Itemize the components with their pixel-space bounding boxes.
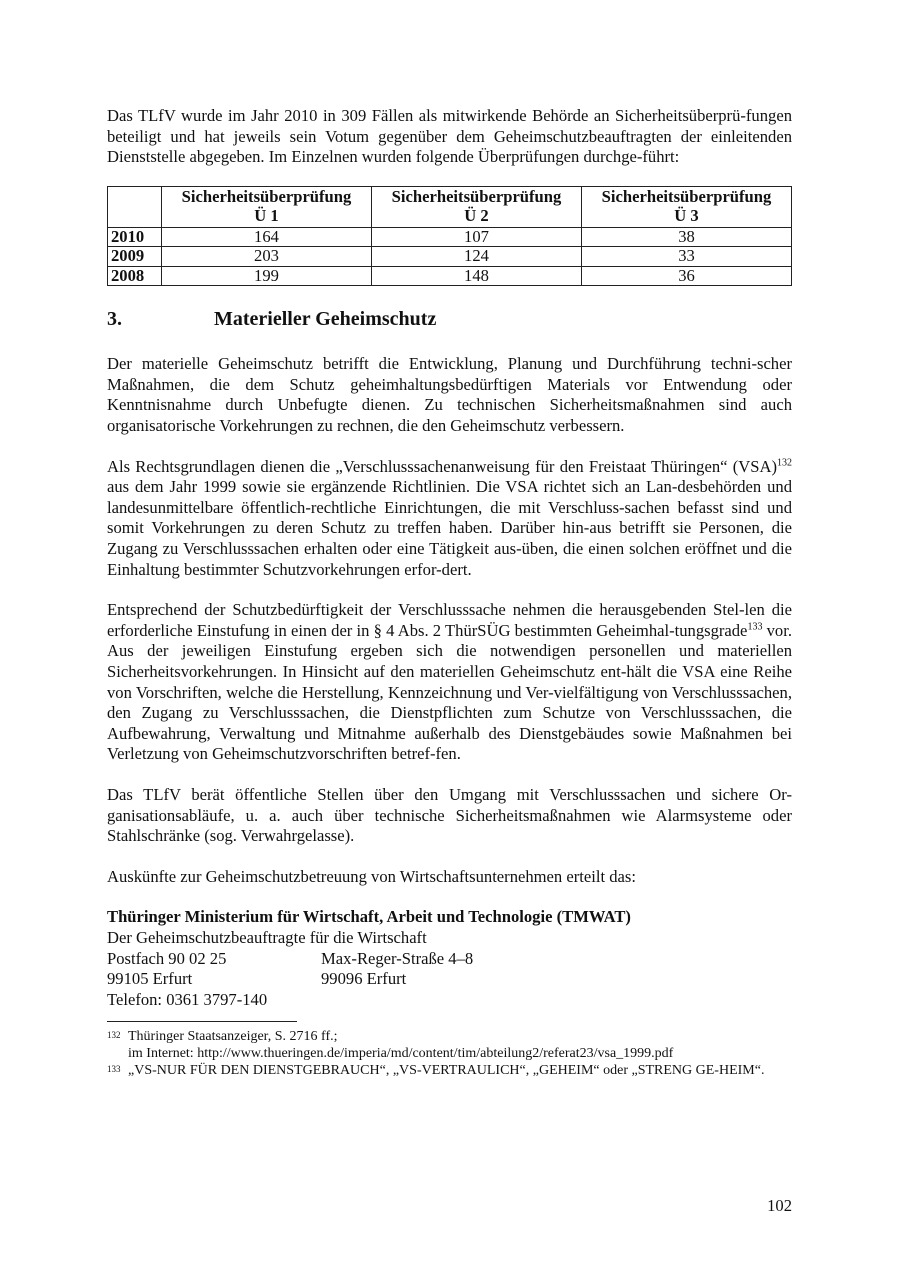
- address-organization: Thüringer Ministerium für Wirtschaft, Arbeit und Technologie (TMWAT): [107, 907, 631, 927]
- security-checks-table: [107, 186, 792, 287]
- address-zip-postfach: 99105 Erfurt: [107, 969, 193, 989]
- document-page: [107, 106, 792, 1079]
- table-cell: 164: [162, 227, 372, 247]
- address-postfach: Postfach 90 02 25: [107, 948, 227, 968]
- address-street: Max-Reger-Straße 4–8: [321, 948, 474, 968]
- table-header-row: [108, 186, 792, 227]
- table-row-year: 2008: [108, 266, 162, 286]
- paragraph-classification: Entsprechend der Schutzbedürftigkeit der Verschlusssache nehmen die herausgebenden Stel-len die erforderliche Einstufung in einen der in § 4 Abs. 2 ThürSÜG bestimmten Geheimhal-tungsgrade$^{133}$ vor. Aus der jeweiligen Einstufung ergeben sich die notwendigen personellen und materiellen Sicherheitsvorkehrungen. In Hinsicht auf den materiellen Geheimschutz ent-hält die VSA eine Reihe von Vorschriften, welche die Herstellung, Kennzeichnung und Ver-vielfältigung von Verschlusssachen, den Zugang zu Verschlusssachen, die Dienstpflichten zum Schutze von Verschlusssachen, die Aufbewahrung, Verwaltung und Mitnahme außerhalb des Dienstgebäudes sowie Maßnahmen bei Verletzung von Geheimschutzvorschriften betref-fen.: [107, 600, 792, 764]
- address-phone: Telefon: 0361 3797-140: [107, 989, 268, 1009]
- table-cell: 124: [372, 247, 582, 267]
- table-cell: 36: [582, 266, 792, 286]
- paragraph-legal-basis: Als Rechtsgrundlagen dienen die „Verschlusssachenanweisung für den Freistaat Thüringen“ (VSA)$^{132}$ aus dem Jahr 1999 sowie sie ergänzende Richtlinien. Die VSA richtet sich an Lan-desbehörden und landesunmittelbare öffentlich-rechtliche Einrichtungen, die mit Verschluss-sachen befasst sind und somit Vorkehrungen zu deren Schutz zu treffen haben. Darüber hin-aus betrifft sie Personen, die Zugang zu Verschlusssachen erhalten oder eine Tätigkeit aus-üben, die einen solchen eröffnet und die Einhaltung bestimmter Schutzvorkehrungen erfor-dert.: [107, 456, 792, 579]
- table-header-u3: Sicherheitsüberprüfung Ü 3: [582, 186, 792, 227]
- page-number: 102: [767, 1196, 792, 1215]
- table-row: [108, 266, 792, 286]
- section-heading: [107, 308, 792, 334]
- footnote-133: 133 „VS-NUR FÜR DEN DIENSTGEBRAUCH“, „VS-VERTRAULICH“, „GEHEIM“ oder „STRENG GE-HEIM“.: [107, 1063, 765, 1079]
- address-department: Der Geheimschutzbeauftragte für die Wirtschaft: [107, 927, 427, 947]
- paragraph-advice: Das TLfV berät öffentliche Stellen über den Umgang mit Verschlusssachen und sichere Or-ganisationsabläufe, u. a. auch über technische Sicherheitsmaßnahmen wie Alarmsysteme oder Stahlschränke (sog. Verwahrgelasse).: [107, 784, 792, 846]
- paragraph-definition: Der materielle Geheimschutz betrifft die Entwicklung, Planung und Durchführung techni-scher Maßnahmen, die dem Schutz geheimhaltungsbedürftigen Materials vor Entwendung oder Kenntnisnahme durch Unbefugte dienen. Zu technischen Sicherheitsmaßnahmen sind auch organisatorische Vorkehrungen zu rechnen, die den Geheimschutz verbessern.: [107, 354, 792, 436]
- table-cell: 148: [372, 266, 582, 286]
- table-cell: 107: [372, 227, 582, 247]
- footnotes: [107, 1028, 792, 1079]
- table-cell: 203: [162, 247, 372, 267]
- table-cell: 33: [582, 247, 792, 267]
- table-row-year: 2009: [108, 247, 162, 267]
- paragraph-contact-intro: Auskünfte zur Geheimschutzbetreuung von Wirtschaftsunternehmen erteilt das:: [107, 866, 636, 886]
- table-cell: 38: [582, 227, 792, 247]
- table-header-u1: Sicherheitsüberprüfung Ü 1: [162, 186, 372, 227]
- footnote-link[interactable]: im Internet: http://www.thueringen.de/imperia/md/content/tim/abteilung2/referat23/vsa_1999.pdf: [128, 1046, 674, 1062]
- table-row: [108, 227, 792, 247]
- footnote-number: 133: [107, 1064, 121, 1075]
- table-header-u2: Sicherheitsüberprüfung Ü 2: [372, 186, 582, 227]
- table-cell: 199: [162, 266, 372, 286]
- address-block: [107, 907, 792, 1010]
- footnote-ref-133[interactable]: 133: [747, 621, 763, 633]
- section-title: Materieller Geheimschutz: [214, 308, 437, 331]
- address-zip-street: 99096 Erfurt: [321, 969, 407, 989]
- table-corner-cell: [108, 186, 162, 227]
- footnote-ref-132[interactable]: 132: [777, 457, 792, 469]
- table-row: [108, 247, 792, 267]
- section-number: 3.: [107, 308, 122, 331]
- footnote-divider: [107, 1021, 297, 1022]
- intro-paragraph: Das TLfV wurde im Jahr 2010 in 309 Fällen als mitwirkende Behörde an Sicherheitsüberprü-fungen beteiligt und hat jeweils sein Votum gegenüber dem Geheimschutzbeauftragten der einleitenden Dienststelle abgegeben. Im Einzelnen wurden folgende Überprüfungen durchge-führt:: [107, 106, 792, 167]
- footnote-number: 132: [107, 1030, 121, 1041]
- footnote-132: 132 Thüringer Staatsanzeiger, S. 2716 ff.; im Internet: http://www.thueringen.de/imperia/md/content/tim/abteilung2/referat23/vsa_1999.pdf: [107, 1029, 674, 1062]
- table-row-year: 2010: [108, 227, 162, 247]
